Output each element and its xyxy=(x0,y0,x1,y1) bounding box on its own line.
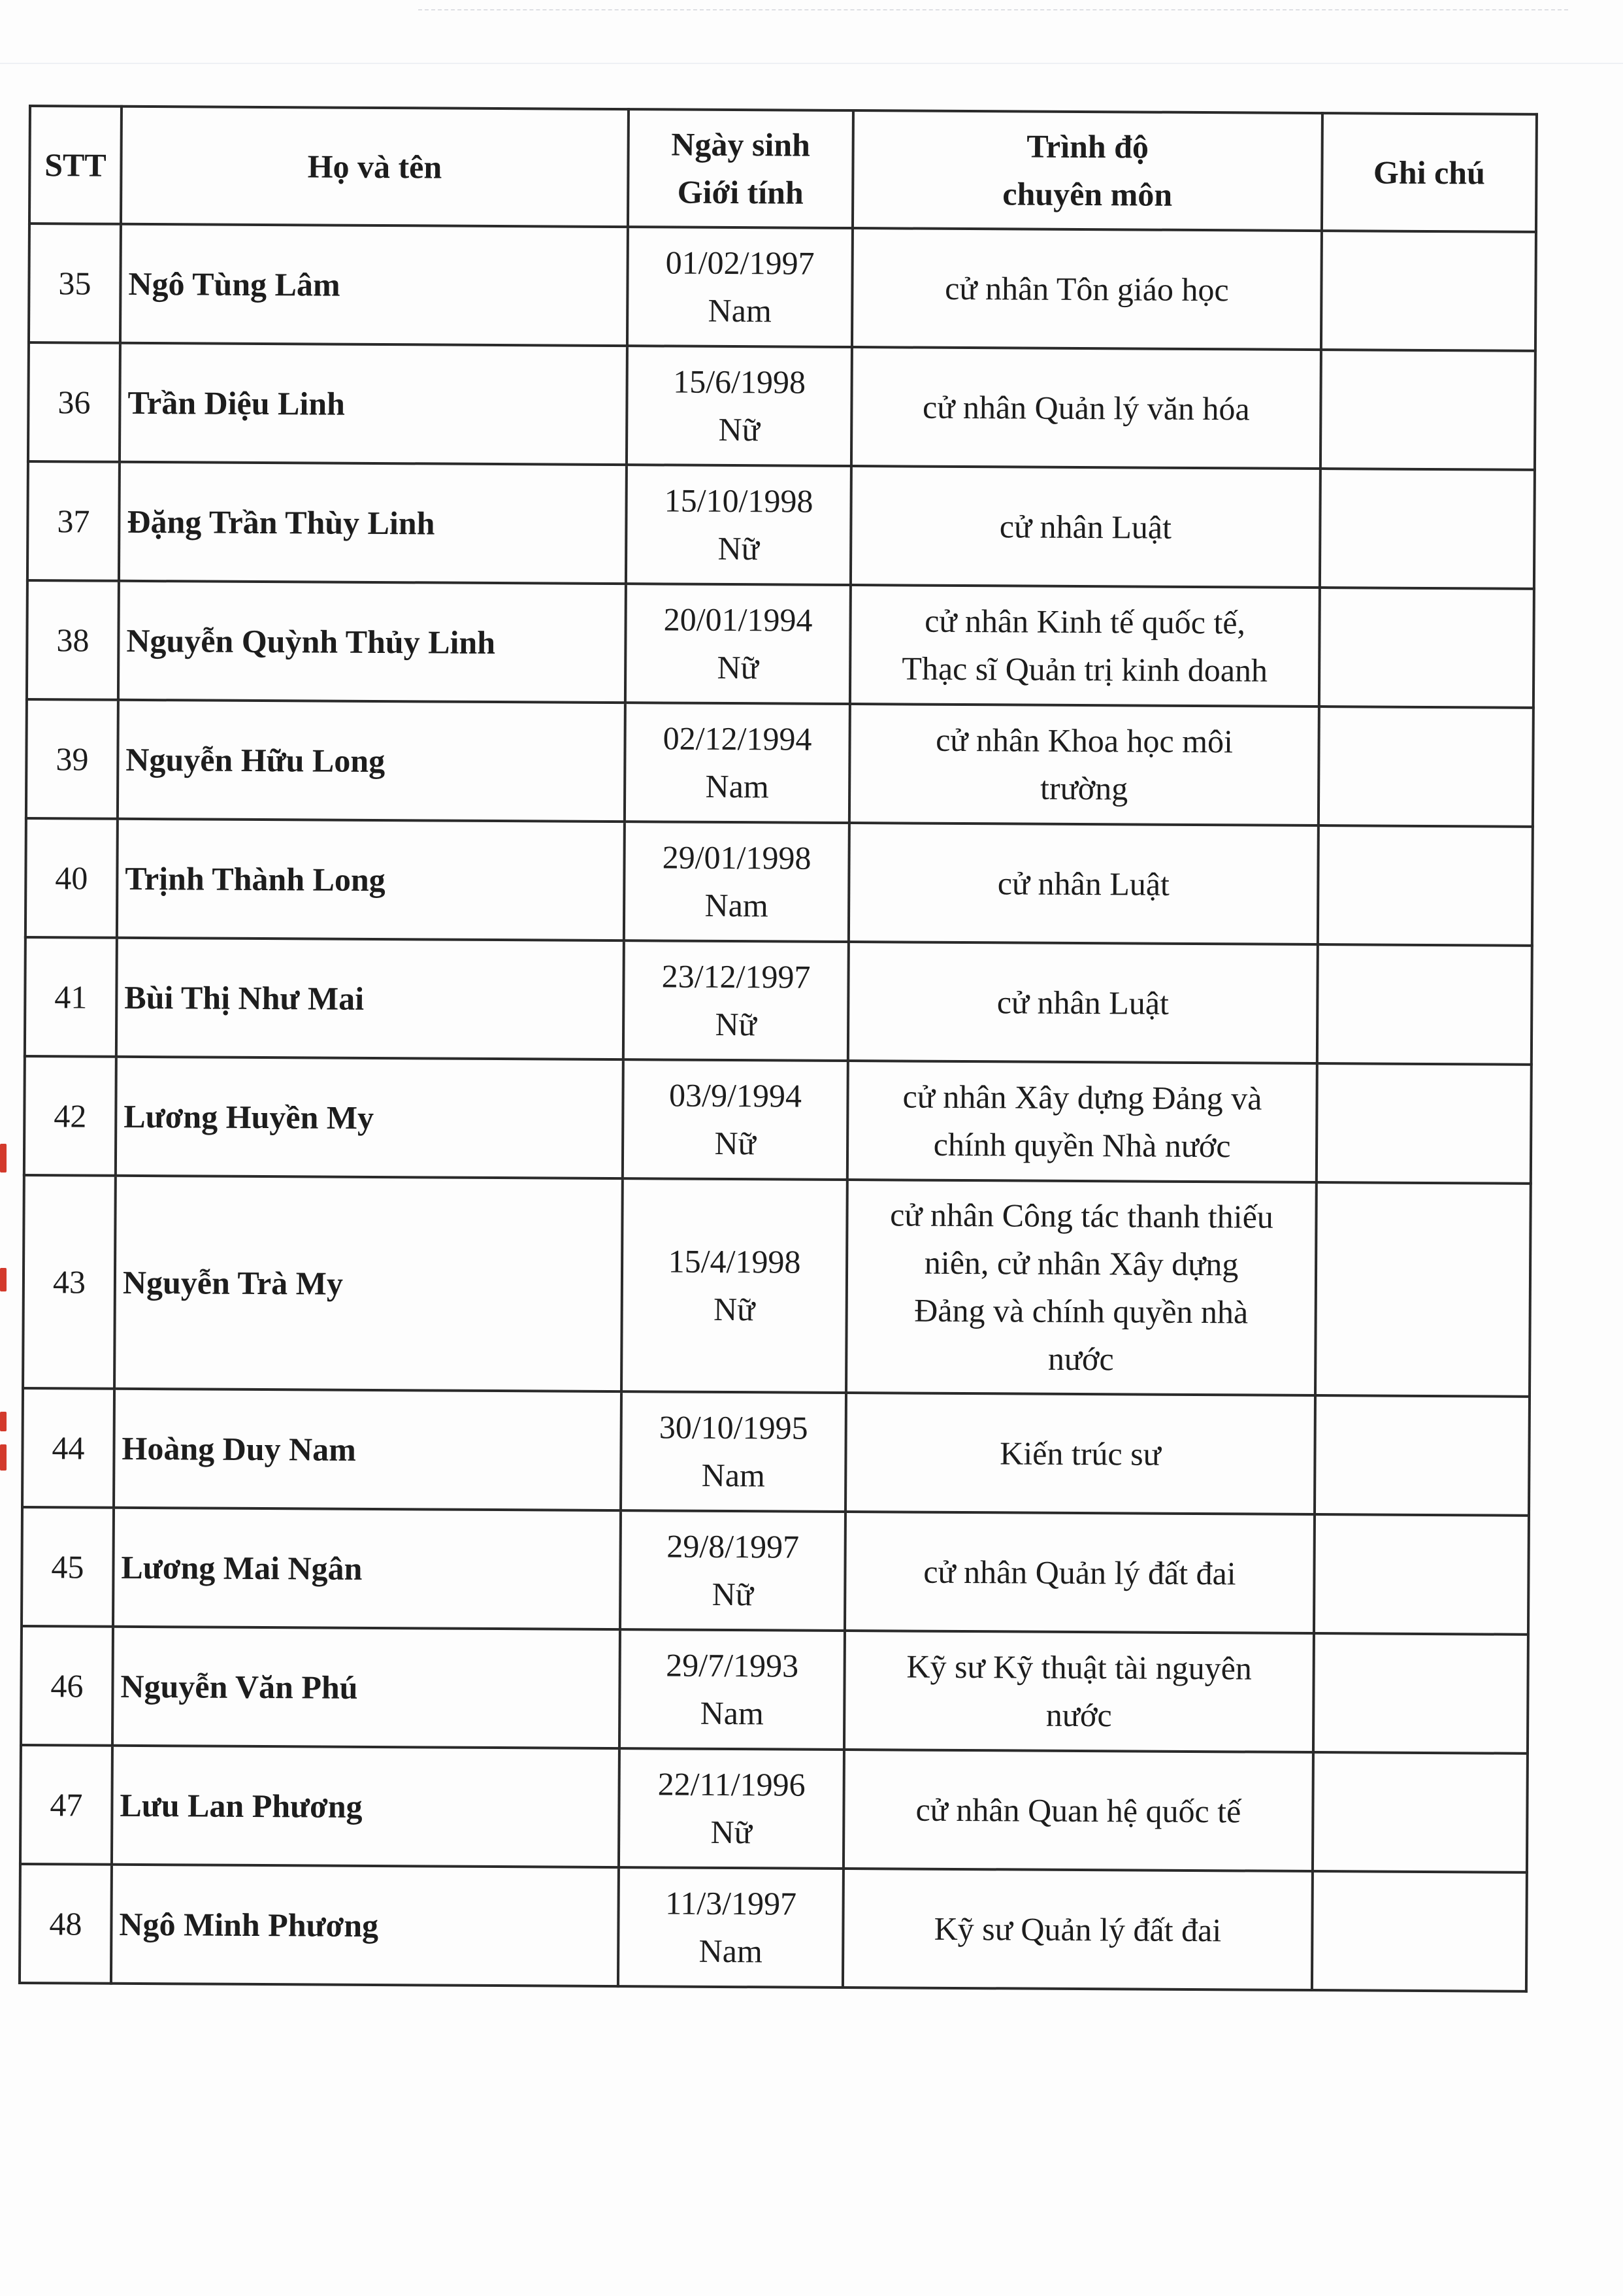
row-name: Nguyễn Trà My xyxy=(114,1176,623,1391)
row-dob: 29/7/1993 xyxy=(666,1646,799,1684)
row-name: Trần Diệu Linh xyxy=(120,343,627,465)
row-name: Nguyễn Quỳnh Thủy Linh xyxy=(118,581,626,703)
row-name: Trịnh Thành Long xyxy=(117,819,625,940)
header-note: Ghi chú xyxy=(1322,113,1537,232)
row-gender: Nữ xyxy=(718,410,761,448)
qualification-line: niên, cử nhân Xây dựng xyxy=(924,1244,1239,1283)
row-note xyxy=(1319,588,1534,708)
row-name: Đặng Trần Thùy Linh xyxy=(119,462,627,584)
row-qualification xyxy=(851,466,1320,588)
row-qualification xyxy=(851,347,1321,469)
header-gender: Giới tính xyxy=(677,173,804,211)
row-stt: 37 xyxy=(27,461,120,581)
qualification-line: cử nhân Quản lý đất đai xyxy=(923,1553,1236,1591)
header-qualification xyxy=(853,110,1322,231)
qualification-line: cử nhân Luật xyxy=(996,983,1170,1022)
table-header-row xyxy=(29,106,1537,232)
row-name: Bùi Thị Như Mai xyxy=(116,938,624,1059)
qualification-line: cử nhân Kinh tế quốc tế, xyxy=(925,602,1246,641)
row-note xyxy=(1314,1514,1529,1635)
qualification-line: Kỹ sư Kỹ thuật tài nguyên xyxy=(906,1648,1253,1687)
row-dob-gender xyxy=(623,1059,848,1180)
qualification-line: cử nhân Quản lý văn hóa xyxy=(923,388,1250,427)
table-row xyxy=(27,580,1534,708)
header-name: Họ và tên xyxy=(121,107,629,227)
qualification-line: cử nhân Công tác thanh thiếu xyxy=(890,1196,1274,1235)
row-dob-gender xyxy=(620,1510,845,1631)
row-dob-gender xyxy=(623,940,849,1061)
row-gender: Nam xyxy=(701,1456,766,1494)
row-qualification xyxy=(850,585,1320,707)
header-dob-gender xyxy=(628,109,853,228)
row-gender: Nữ xyxy=(717,529,759,567)
row-dob: 29/01/1998 xyxy=(662,839,812,876)
row-note xyxy=(1317,944,1532,1065)
row-note xyxy=(1315,1395,1530,1516)
row-gender: Nữ xyxy=(714,1124,756,1162)
row-stt: 39 xyxy=(26,699,118,819)
row-name: Lưu Lan Phương xyxy=(112,1746,619,1867)
row-note xyxy=(1312,1871,1527,1991)
table-row xyxy=(25,937,1532,1065)
qualification-line: cử nhân Quan hệ quốc tế xyxy=(915,1791,1241,1829)
row-name: Hoàng Duy Nam xyxy=(114,1389,621,1510)
row-stt: 42 xyxy=(24,1056,116,1176)
row-dob-gender xyxy=(619,1748,844,1869)
table-row xyxy=(24,1056,1532,1184)
row-note xyxy=(1317,1063,1532,1184)
row-note xyxy=(1320,350,1535,470)
row-qualification xyxy=(844,1631,1314,1752)
row-dob-gender xyxy=(625,584,851,704)
header-qualification-line2: chuyên môn xyxy=(1002,175,1173,213)
table-row xyxy=(26,699,1533,827)
row-note xyxy=(1313,1633,1528,1754)
row-qualification xyxy=(852,228,1322,350)
row-stt: 47 xyxy=(20,1745,112,1865)
row-qualification xyxy=(845,1393,1315,1514)
row-qualification xyxy=(844,1750,1313,1871)
row-gender: Nam xyxy=(705,767,769,805)
row-name: Ngô Tùng Lâm xyxy=(120,224,628,346)
scan-noise xyxy=(418,9,1568,13)
row-dob: 15/10/1998 xyxy=(664,482,813,520)
row-dob: 15/4/1998 xyxy=(668,1242,801,1280)
row-name: Nguyễn Văn Phú xyxy=(112,1627,620,1748)
row-dob: 22/11/1996 xyxy=(657,1765,806,1803)
row-dob-gender xyxy=(621,1391,846,1512)
row-gender: Nữ xyxy=(712,1575,754,1613)
row-dob-gender xyxy=(626,465,851,585)
qualification-line: nước xyxy=(1047,1340,1114,1378)
table-row xyxy=(22,1388,1530,1516)
qualification-line: cử nhân Luật xyxy=(997,864,1170,903)
row-dob: 01/02/1997 xyxy=(665,244,815,282)
row-note xyxy=(1319,707,1533,827)
row-gender: Nữ xyxy=(713,1290,755,1328)
qualification-line: Kiến trúc sư xyxy=(1000,1434,1161,1472)
row-stt: 41 xyxy=(25,937,117,1057)
row-dob: 23/12/1997 xyxy=(661,957,811,995)
row-gender: Nam xyxy=(708,291,772,329)
row-dob: 20/01/1994 xyxy=(663,601,813,639)
row-dob-gender xyxy=(627,227,853,347)
row-gender: Nam xyxy=(704,886,768,924)
qualification-line: trường xyxy=(1040,769,1128,807)
candidate-table xyxy=(18,105,1538,1993)
row-dob: 30/10/1995 xyxy=(659,1408,808,1446)
row-qualification xyxy=(849,823,1319,944)
header-stt: STT xyxy=(29,106,122,224)
row-name: Lương Huyền My xyxy=(116,1057,623,1178)
row-name: Ngô Minh Phương xyxy=(111,1865,619,1986)
row-note xyxy=(1315,1182,1531,1397)
row-name: Nguyễn Hữu Long xyxy=(118,700,625,822)
row-qualification xyxy=(846,1180,1317,1395)
row-stt: 45 xyxy=(22,1507,114,1627)
row-gender: Nữ xyxy=(710,1813,753,1851)
table-row xyxy=(21,1626,1528,1754)
row-note xyxy=(1321,231,1536,351)
table-row xyxy=(28,342,1535,470)
header-qualification-line1: Trình độ xyxy=(1026,127,1149,165)
table-row xyxy=(20,1864,1527,1991)
row-stt: 35 xyxy=(29,224,121,343)
row-stt: 38 xyxy=(27,580,119,700)
row-dob-gender xyxy=(618,1867,844,1988)
row-qualification xyxy=(845,1512,1315,1633)
table-row xyxy=(27,461,1535,589)
row-stt: 48 xyxy=(20,1864,112,1984)
qualification-line: Kỹ sư Quản lý đất đai xyxy=(934,1910,1222,1948)
header-dob: Ngày sinh xyxy=(671,125,811,163)
row-dob-gender xyxy=(625,703,850,823)
row-gender: Nam xyxy=(698,1932,762,1970)
qualification-line: cử nhân Xây dựng Đảng và xyxy=(902,1078,1262,1117)
row-stt: 46 xyxy=(21,1626,113,1746)
row-dob: 03/9/1994 xyxy=(668,1076,802,1114)
row-gender: Nữ xyxy=(717,648,759,686)
row-qualification xyxy=(847,1061,1317,1182)
row-stt: 43 xyxy=(23,1175,116,1389)
qualification-line: cử nhân Luật xyxy=(999,507,1172,546)
qualification-line: chính quyền Nhà nước xyxy=(933,1125,1231,1165)
row-dob-gender xyxy=(619,1629,845,1750)
table-row xyxy=(20,1745,1528,1872)
qualification-line: cử nhân Tôn giáo học xyxy=(945,269,1229,308)
qualification-line: Đảng và chính quyền nhà xyxy=(914,1291,1249,1331)
row-gender: Nữ xyxy=(715,1005,757,1043)
row-dob-gender xyxy=(627,346,852,466)
row-dob: 29/8/1997 xyxy=(666,1527,800,1565)
row-dob: 11/3/1997 xyxy=(665,1884,797,1922)
qualification-line: nước xyxy=(1045,1696,1112,1734)
row-name: Lương Mai Ngân xyxy=(113,1508,621,1629)
row-dob: 15/6/1998 xyxy=(673,363,806,401)
row-gender: Nam xyxy=(700,1694,764,1732)
row-qualification xyxy=(849,704,1319,825)
table-row xyxy=(25,818,1533,946)
row-dob-gender xyxy=(624,822,849,942)
row-note xyxy=(1318,825,1533,946)
qualification-line: Thạc sĩ Quản trị kinh doanh xyxy=(902,650,1268,689)
row-dob: 02/12/1994 xyxy=(663,720,812,757)
row-qualification xyxy=(843,1869,1313,1990)
row-stt: 36 xyxy=(28,342,120,462)
row-note xyxy=(1320,469,1535,589)
table-row xyxy=(29,224,1536,351)
stamp-edge-marks xyxy=(0,1137,9,1503)
qualification-line: cử nhân Khoa học môi xyxy=(936,721,1234,760)
row-stt: 44 xyxy=(22,1388,114,1508)
table-row xyxy=(23,1175,1531,1397)
row-note xyxy=(1313,1752,1528,1872)
row-stt: 40 xyxy=(25,818,118,938)
row-qualification xyxy=(848,942,1318,1063)
table-row xyxy=(22,1507,1529,1635)
row-dob-gender xyxy=(621,1178,847,1393)
